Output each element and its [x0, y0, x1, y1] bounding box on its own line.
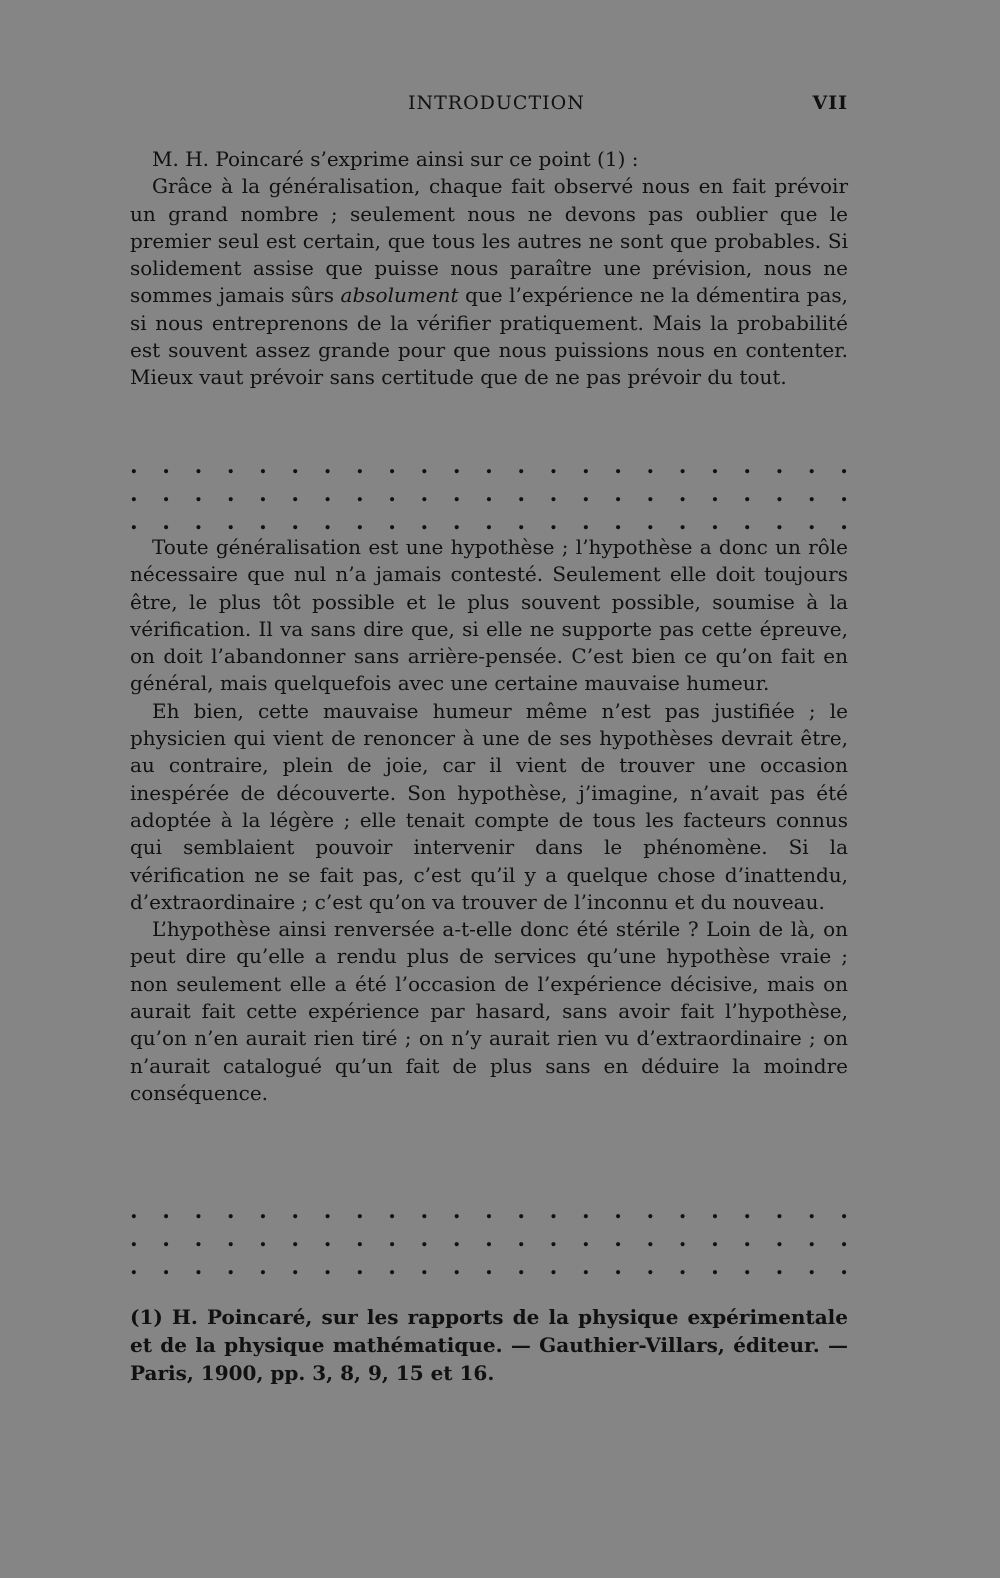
ellipsis-dot: .: [388, 1198, 396, 1224]
ellipsis-dot: .: [775, 1198, 784, 1224]
ellipsis-dot: .: [549, 509, 558, 535]
ellipsis-dot: .: [678, 481, 687, 507]
ellipsis-dot: .: [194, 1254, 203, 1280]
ellipsis-dot: .: [259, 1254, 267, 1280]
ellipsis-dot: .: [840, 453, 848, 479]
ellipsis-dot: .: [840, 509, 848, 535]
ellipsis-dot: .: [355, 1254, 364, 1280]
ellipsis-dot: .: [807, 481, 816, 507]
ellipsis-dot: .: [420, 1254, 429, 1280]
running-header: [130, 92, 848, 120]
ellipsis-dot: .: [581, 481, 590, 507]
ellipsis-row: [130, 455, 848, 477]
footnote-text: (1) H. Poincaré, sur les rapports de la physique expérimentale et de la physique mathématique. — Gauthier-Villars, éditeur. — Paris, 1900, pp. 3, 8, 9, 15 et 16.: [130, 1305, 848, 1385]
quotation-block: [130, 146, 848, 392]
ellipsis-dot: .: [743, 1226, 752, 1252]
ellipsis-dot: .: [678, 453, 687, 479]
ellipsis-dot: .: [226, 481, 235, 507]
ellipsis-dot: .: [711, 453, 719, 479]
ellipsis-dot: .: [581, 1226, 590, 1252]
ellipsis-dot: .: [194, 509, 203, 535]
ellipsis-dot: .: [291, 1198, 300, 1224]
ellipsis-row: [130, 1200, 848, 1222]
ellipsis-dot: .: [711, 1198, 719, 1224]
ellipsis-row: [130, 1256, 848, 1278]
ellipsis-dot: .: [549, 1198, 558, 1224]
ellipsis-row: [130, 511, 848, 533]
ellipsis-dot: .: [162, 453, 170, 479]
ellipsis-dot: .: [355, 1226, 364, 1252]
ellipsis-dot: .: [614, 509, 622, 535]
ellipsis-dot: .: [711, 1226, 719, 1252]
ellipsis-dot: .: [130, 1254, 138, 1280]
ellipsis-dot: .: [614, 1254, 622, 1280]
footnote: [130, 1303, 848, 1387]
ellipsis-dot: .: [452, 1226, 461, 1252]
ellipsis-dot: .: [678, 1198, 687, 1224]
ellipsis-dot: .: [614, 1226, 622, 1252]
ellipsis-dot: .: [130, 481, 138, 507]
ellipsis-dot: .: [226, 1226, 235, 1252]
ellipsis-dot: .: [840, 481, 848, 507]
ellipsis-dot: .: [452, 509, 461, 535]
ellipsis-dot: .: [291, 481, 300, 507]
ellipsis-dot: .: [646, 481, 655, 507]
ellipsis-dot: .: [517, 481, 526, 507]
ellipsis-dot: .: [581, 1254, 590, 1280]
ellipsis-dot: .: [452, 481, 461, 507]
ellipsis-dot: .: [775, 481, 784, 507]
ellipsis-dot: .: [355, 481, 364, 507]
ellipsis-dot: .: [743, 509, 752, 535]
ellipsis-dot: .: [323, 1254, 332, 1280]
paragraph-mauvaise-humeur: Eh bien, cette mauvaise humeur même n’est pas justifiée ; le physicien qui vient de renoncer à une de ses hypothèses devrait être, au contraire, plein de joie, car il vient de trouver une occasion inespérée de découverte. Son hypothèse, j’imagine, n’avait pas été adoptée à la légère ; elle tenait compte de tous les facteurs connus qui semblaient pouvoir intervenir dans le phénomène. Si la vérification ne se fait pas, c’est qu’il y a quelque chose d’inattendu, d’extraordinaire ; c’est qu’on va trouver de l’inconnu et du nouveau.: [130, 698, 848, 914]
ellipsis-dot: .: [194, 1226, 203, 1252]
ellipsis-dot: .: [323, 481, 332, 507]
ellipsis-dot: .: [614, 453, 622, 479]
ellipsis-dot: .: [646, 509, 655, 535]
ellipsis-dot: .: [807, 1254, 816, 1280]
ellipsis-dot: .: [194, 453, 203, 479]
ellipsis-dot: .: [840, 1226, 848, 1252]
ellipsis-dot: .: [162, 1198, 170, 1224]
ellipsis-dot: .: [226, 453, 235, 479]
ellipsis-dot: .: [162, 1226, 170, 1252]
ellipsis-dot: .: [840, 1198, 848, 1224]
ellipsis-dot: .: [355, 509, 364, 535]
ellipsis-dot: .: [485, 1198, 493, 1224]
quotation-paragraph: [130, 173, 848, 391]
ellipsis-dot: .: [291, 453, 300, 479]
ellipsis-dot: .: [549, 481, 558, 507]
ellipsis-dot: .: [162, 509, 170, 535]
ellipsis-dot: .: [711, 481, 719, 507]
ellipsis-dot: .: [323, 509, 332, 535]
ellipsis-dot: .: [226, 1198, 235, 1224]
ellipsis-dot: .: [807, 1226, 816, 1252]
ellipsis-dot: .: [517, 1226, 526, 1252]
ellipsis-dot: .: [485, 1254, 493, 1280]
ellipsis-dot: .: [130, 509, 138, 535]
ellipsis-dot: .: [323, 1198, 332, 1224]
ellipsis-dot: .: [549, 1254, 558, 1280]
ellipsis-dot: .: [388, 453, 396, 479]
quotation-text: Grâce à la généralisation, chaque fait observé nous en fait prévoir un grand nombre ; seulement nous ne devons pas oublier que le premier seul est certain, que tous les autres ne sont que probables. Si solidement assise que puisse nous paraître une prévision, nous ne sommes jamais sûrs: [130, 174, 848, 308]
ellipsis-dot: .: [549, 453, 558, 479]
ellipsis-dot: .: [775, 1226, 784, 1252]
ellipsis-dot: .: [581, 509, 590, 535]
ellipsis-dot: .: [775, 1254, 784, 1280]
ellipsis-dot: .: [646, 1226, 655, 1252]
ellipsis-dot: .: [807, 509, 816, 535]
quotation-emphasis: absolument: [340, 283, 459, 308]
ellipsis-dot: .: [420, 1198, 429, 1224]
ellipsis-dot: .: [678, 1254, 687, 1280]
ellipsis-dot: .: [452, 453, 461, 479]
ellipsis-dot: .: [388, 1226, 396, 1252]
ellipsis-row: [130, 1228, 848, 1250]
ellipsis-dot: .: [646, 453, 655, 479]
ellipsis-dot: .: [711, 509, 719, 535]
ellipsis-dot: .: [226, 509, 235, 535]
ellipsis-dot: .: [614, 1198, 622, 1224]
ellipsis-dot: .: [291, 509, 300, 535]
ellipsis-dot: .: [678, 509, 687, 535]
ellipsis-dot: .: [226, 1254, 235, 1280]
ellipsis-dot: .: [420, 481, 429, 507]
ellipsis-dot: .: [259, 453, 267, 479]
ellipsis-dot: .: [259, 509, 267, 535]
ellipsis-dot: .: [452, 1254, 461, 1280]
ellipsis-dot: .: [485, 509, 493, 535]
ellipsis-dot: .: [517, 1198, 526, 1224]
ellipsis-dot: .: [485, 1226, 493, 1252]
ellipsis-dot: .: [517, 453, 526, 479]
ellipsis-dot: .: [259, 1198, 267, 1224]
ellipsis-dot: .: [291, 1254, 300, 1280]
ellipsis-dot: .: [549, 1226, 558, 1252]
ellipsis-row: [130, 483, 848, 505]
ellipsis-dot: .: [678, 1226, 687, 1252]
ellipsis-dot: .: [388, 1254, 396, 1280]
ellipsis-dot: .: [388, 481, 396, 507]
ellipsis-dot: .: [775, 453, 784, 479]
ellipsis-dot: .: [517, 509, 526, 535]
ellipsis-dot: .: [581, 1198, 590, 1224]
ellipsis-dot: .: [130, 453, 138, 479]
ellipsis-dot: .: [485, 481, 493, 507]
ellipsis-dot: .: [743, 453, 752, 479]
ellipsis-dot: .: [581, 453, 590, 479]
ellipsis-dot: .: [259, 481, 267, 507]
ellipsis-dot: .: [420, 509, 429, 535]
ellipsis-dot: .: [323, 453, 332, 479]
ellipsis-dot: .: [646, 1254, 655, 1280]
running-title: INTRODUCTION: [408, 92, 585, 114]
ellipsis-dot: .: [355, 453, 364, 479]
ellipsis-dot: .: [614, 481, 622, 507]
ellipsis-dot: .: [485, 453, 493, 479]
quotation-intro: M. H. Poincaré s’exprime ainsi sur ce point (1) :: [152, 147, 639, 171]
ellipsis-dot: .: [420, 1226, 429, 1252]
ellipsis-dot: .: [130, 1226, 138, 1252]
ellipsis-dot: .: [162, 1254, 170, 1280]
ellipsis-dot: .: [194, 1198, 203, 1224]
ellipsis-dot: .: [711, 1254, 719, 1280]
ellipsis-dot: .: [130, 1198, 138, 1224]
ellipsis-dot: .: [162, 481, 170, 507]
ellipsis-dot: .: [743, 481, 752, 507]
ellipsis-dot: .: [323, 1226, 332, 1252]
ellipsis-dot: .: [194, 481, 203, 507]
ellipsis-dot: .: [388, 509, 396, 535]
paragraph-hypothese-renversee: L’hypothèse ainsi renversée a-t-elle donc été stérile ? Loin de là, on peut dire qu’elle a rendu plus de services qu’une hypothèse vraie ; non seulement elle a été l’occasion de l’expérience décisive, mais on aurait fait cette expérience par hasard, sans avoir fait l’hypothèse, qu’on n’en aurait rien tiré ; on n’y aurait rien vu d’extraordinaire ; on n’aurait catalogué qu’un fait de plus sans en déduire la moindre conséquence.: [130, 917, 848, 1105]
quotation-text-end: que l’expérience ne la démentira pas, si nous entreprenons de la vérifier pratiquement. Mais la probabilité est souvent assez grande pour que nous puissions nous en contenter. Mieux vaut prévoir sans certitude que de ne pas prévoir du tout.: [130, 283, 848, 390]
ellipsis-dot: .: [646, 1198, 655, 1224]
ellipsis-dot: .: [420, 453, 429, 479]
ellipsis-dot: .: [743, 1198, 752, 1224]
ellipsis-dot: .: [807, 1198, 816, 1224]
ellipsis-dot: .: [807, 453, 816, 479]
page-number: VII: [812, 92, 848, 114]
ellipsis-dot: .: [452, 1198, 461, 1224]
paragraph-generalisation: Toute généralisation est une hypothèse ; l’hypothèse a donc un rôle nécessaire que nul n’a jamais contesté. Seulement elle doit toujours être, le plus tôt possible et le plus souvent possible, soumise à la vérification. Il va sans dire que, si elle ne supporte pas cette épreuve, on doit l’abandonner sans arrière-pensée. C’est bien ce qu’on fait en général, mais quelquefois avec une certaine mauvaise humeur.: [130, 535, 848, 696]
ellipsis-dot: .: [355, 1198, 364, 1224]
ellipsis-dot: .: [291, 1226, 300, 1252]
ellipsis-dot: .: [775, 509, 784, 535]
quotation-continued: [130, 534, 848, 1107]
ellipsis-dot: .: [840, 1254, 848, 1280]
ellipsis-dot: .: [743, 1254, 752, 1280]
ellipsis-dot: .: [259, 1226, 267, 1252]
ellipsis-dot: .: [517, 1254, 526, 1280]
